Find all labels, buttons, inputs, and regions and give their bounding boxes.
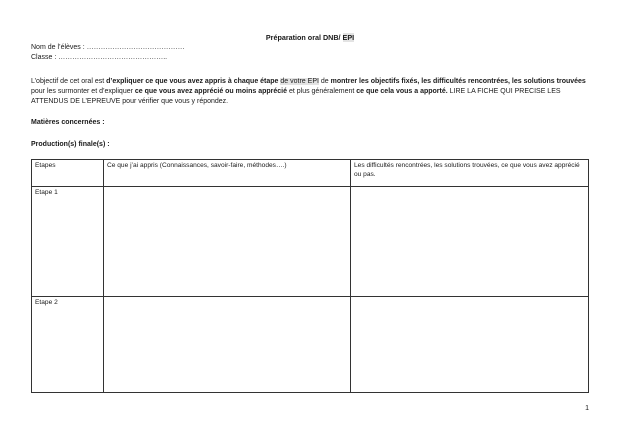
student-name-field: Nom de l’élèves : …………………………………… [31, 44, 185, 51]
page-number: 1 [585, 405, 589, 412]
intro-bold-4: ce que cela vous a apporté. [356, 88, 448, 95]
intro-text-5: LIRE LA FICHE QUI PRECISE LES ATTENDUS DE L’EPREUVE pour vérifier que vous y répondez. [31, 88, 561, 105]
cell-learned-step-1[interactable] [104, 187, 351, 297]
steps-table [31, 159, 589, 393]
row-label-step-1: Etape 1 [32, 187, 104, 297]
class-field: Classe : ……………………………………….. [31, 54, 168, 61]
intro-text-3: pour les surmonter et d’expliquer [31, 88, 135, 95]
subjects-heading: Matières concernées : [31, 119, 105, 126]
cell-difficulties-step-2[interactable] [351, 297, 589, 393]
table-row [32, 297, 589, 393]
cell-learned-step-2[interactable] [104, 297, 351, 393]
intro-text-2: de [318, 78, 331, 85]
cell-difficulties-step-1[interactable] [351, 187, 589, 297]
intro-highlight: de votre EPI [280, 78, 319, 85]
page-title [0, 33, 620, 42]
intro-bold-2: montrer les objectifs fixés, les difficultés rencontrées, les solutions trouvées [330, 78, 586, 85]
table-header-row [32, 160, 589, 187]
header-steps: Etapes [32, 160, 104, 187]
header-learned: Ce que j’ai appris (Connaissances, savoir-faire, méthodes….) [104, 160, 351, 187]
intro-bold-1: d’expliquer ce que vous avez appris à chaque étape [106, 78, 279, 85]
intro-text-1: L’objectif de cet oral est [31, 78, 107, 85]
title-highlight: EPI [342, 33, 355, 42]
intro-text-4: et plus généralement [287, 88, 357, 95]
row-label-step-2: Etape 2 [32, 297, 104, 393]
title-prefix: Préparation oral DNB/ [265, 33, 341, 42]
intro-bold-3: ce que vous avez apprécié ou moins apprécié [134, 88, 288, 95]
table-row [32, 187, 589, 297]
instructions-paragraph [31, 77, 591, 107]
productions-heading: Production(s) finale(s) : [31, 141, 110, 148]
header-difficulties: Les difficultés rencontrées, les solutions trouvées, ce que vous avez apprécié ou pas. [351, 160, 589, 187]
